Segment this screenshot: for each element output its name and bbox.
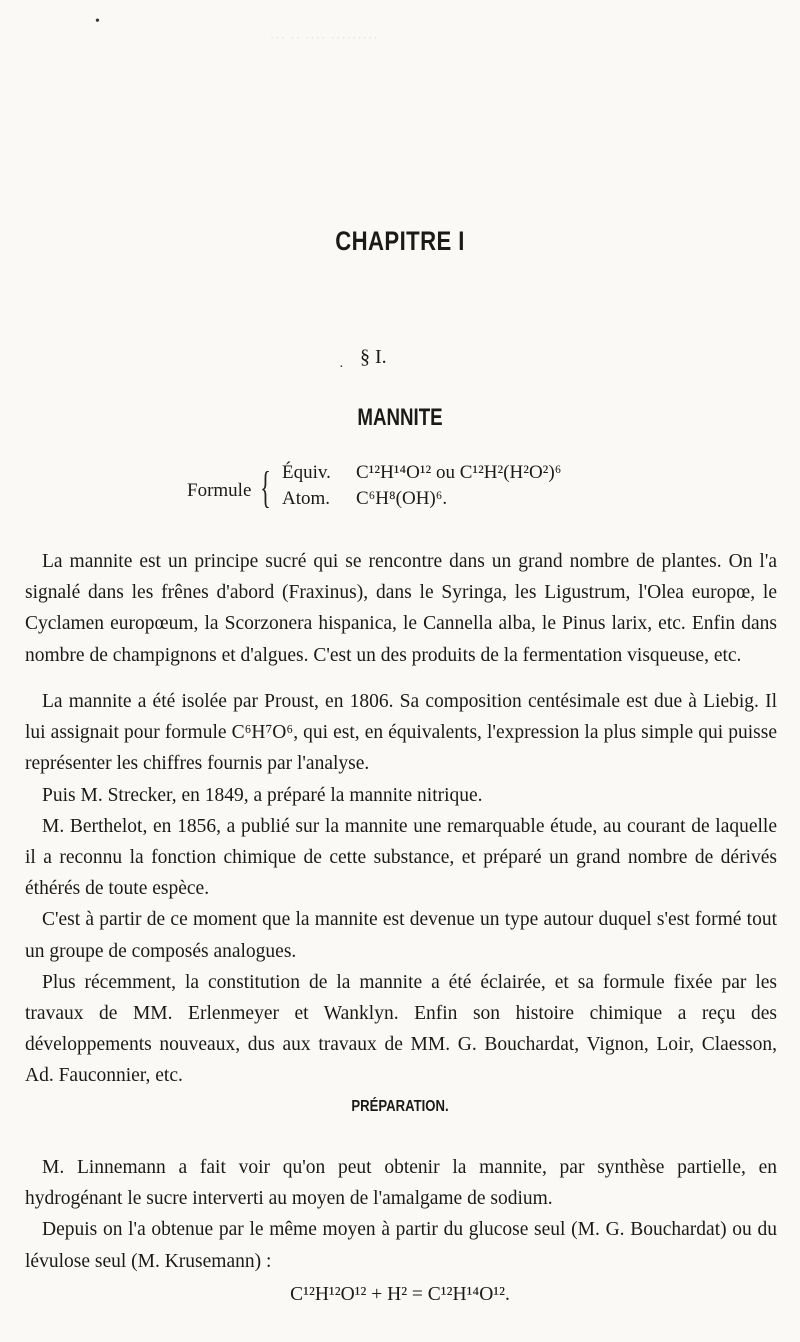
subheading: PRÉPARATION. bbox=[351, 1098, 449, 1115]
paragraph: M. Linnemann a fait voir qu'on peut obtenir la mannite, par synthèse partielle, en hydrogénant le sucre interverti au moyen de l'amalgame de sodium. bbox=[25, 1157, 777, 1210]
body-text-intro bbox=[25, 546, 777, 671]
page-speck: • bbox=[95, 14, 100, 29]
formula-value: C⁶H⁸(OH)⁶. bbox=[356, 488, 448, 509]
paragraph: Plus récemment, la constitution de la mannite a été éclairée, et sa formule fixée par les travaux de MM. Erlenmeyer et Wanklyn. Enfin son histoire chimique a reçu des développements nouveaux, dus aux travaux de MM. G. Bouchardat, Vignon, Loir, Claesson, Ad. Fauconnier, etc. bbox=[25, 971, 777, 1087]
formula-row-equiv bbox=[282, 462, 702, 488]
paragraph: Depuis on l'a obtenue par le même moyen à partir du glucose seul (M. G. Bouchardat) ou du lévulose seul (M. Krusemann) : bbox=[25, 1219, 777, 1272]
reverse-page-bleed: ··· ·· ···· ········· bbox=[270, 30, 379, 45]
section-dot: · bbox=[339, 360, 344, 375]
paragraph: La mannite est un principe sucré qui se rencontre dans un grand nombre de plantes. On l'a signalé dans les frênes d'abord (Fraxinus), dans le Syringa, les Ligustrum, l'Olea europœ, le Cyclamen europœum, la Scorzonera hispanica, le Cannella alba, le Pinus larix, etc. Enfin dans nombre de champignons et d'algues. C'est un des produits de la fermentation visqueuse, etc. bbox=[25, 551, 777, 666]
paragraph: La mannite a été isolée par Proust, en 1806. Sa composition centésimale est due à Liebig. Il lui assignait pour formule C⁶H⁷O⁶, qui est, en équivalents, l'expression la plus simple qui puisse représenter les chiffres fournis par l'analyse. bbox=[25, 691, 777, 775]
chemical-equation: C¹²H¹²O¹² + H² = C¹²H¹⁴O¹². bbox=[290, 1284, 510, 1305]
paragraph: M. Berthelot, en 1856, a publié sur la mannite une remarquable étude, au courant de laquelle il a reconnu la fonction chimique de cette substance, et préparé un grand nombre de dérivés éthérés de toute espèce. bbox=[25, 815, 777, 900]
formula-value: C¹²H¹⁴O¹² ou C¹²H²(H²O²)⁶ bbox=[356, 462, 562, 483]
formula-row-atom bbox=[282, 488, 702, 514]
chapter-heading: CHAPITRE I bbox=[335, 226, 465, 256]
formula-key: Atom. bbox=[282, 488, 331, 509]
paragraph: C'est à partir de ce moment que la mannite est devenue un type autour duquel s'est formé tout un groupe de composés analogues. bbox=[25, 909, 777, 962]
section-number: § I. bbox=[360, 346, 387, 368]
body-text-history bbox=[25, 686, 777, 1092]
paragraph: Puis M. Strecker, en 1849, a préparé la mannite nitrique. bbox=[42, 784, 483, 806]
page-title: MANNITE bbox=[357, 404, 443, 431]
body-text-preparation bbox=[25, 1152, 777, 1277]
formula-key: Équiv. bbox=[282, 462, 331, 483]
formula-label: Formule bbox=[187, 480, 252, 501]
brace-icon: { bbox=[260, 463, 271, 512]
